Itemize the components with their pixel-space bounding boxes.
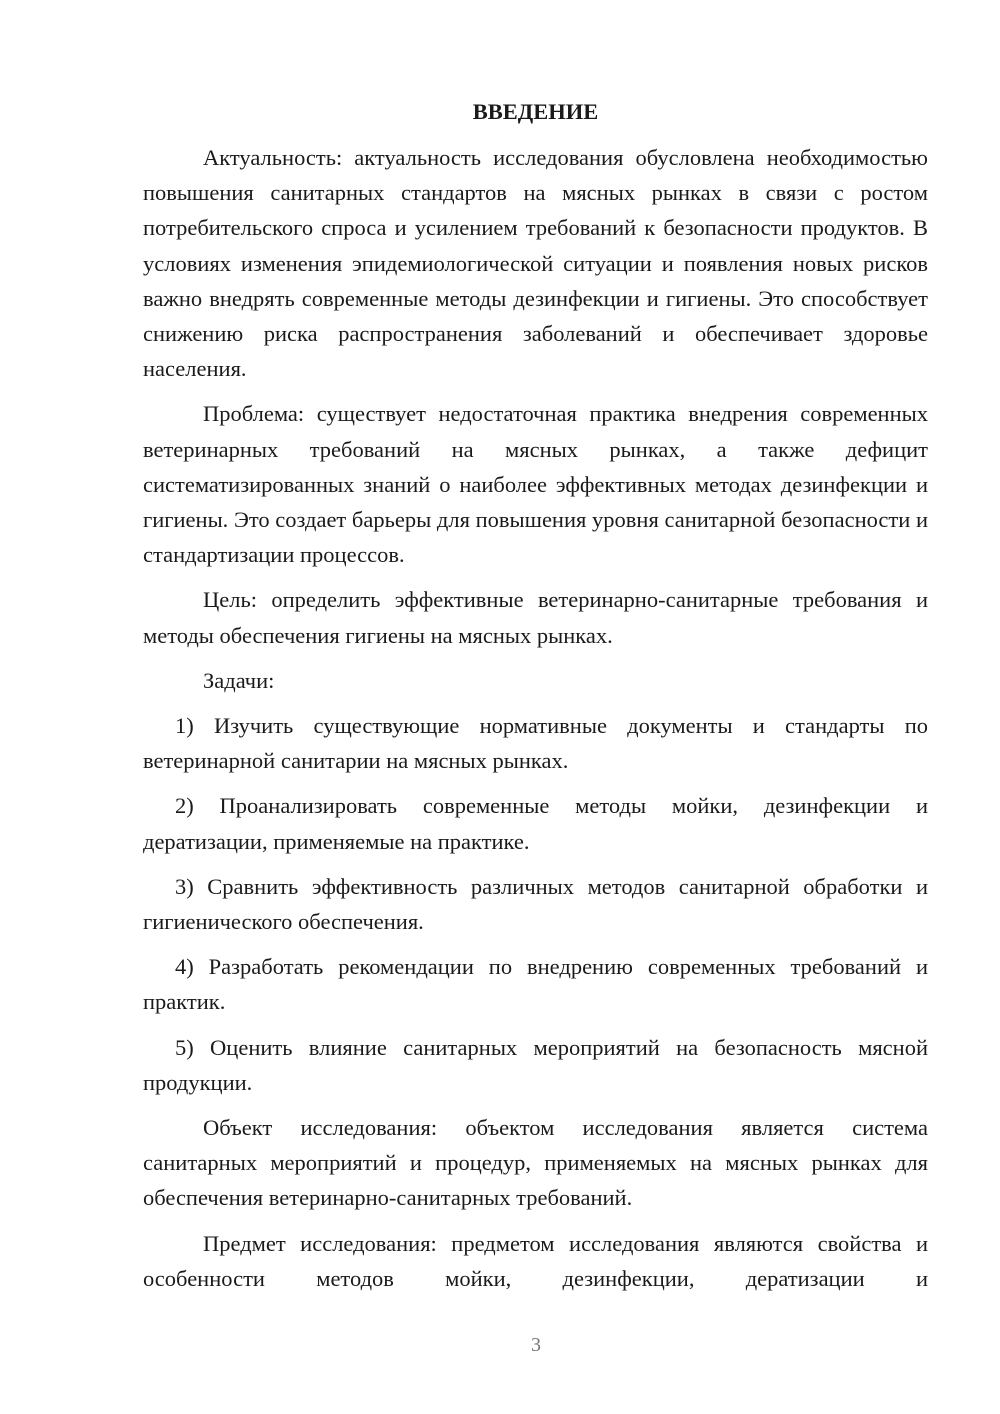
- task-item: 1) Изучить существующие нормативные документы и стандарты по ветеринарной санитарии на мясных рынках.: [143, 713, 928, 774]
- task-item: 5) Оценить влияние санитарных мероприятий на безопасность мясной продукции.: [143, 1034, 928, 1095]
- task-item: 2) Проанализировать современные методы мойки, дезинфекции и дератизации, применяемые на практике.: [143, 793, 928, 854]
- section-title: ВВЕДЕНИЕ: [472, 99, 599, 124]
- page-number: 3: [531, 1334, 541, 1356]
- paragraph-goal: Цель: определить эффективные ветеринарно-санитарные требования и методы обеспечения гигиены на мясных рынках.: [143, 587, 928, 648]
- page-content: [143, 96, 928, 1296]
- paragraph-object: Объект исследования: объектом исследования является система санитарных мероприятий и процедур, применяемых на мясных рынках для обеспечения ветеринарно-санитарных требований.: [143, 1115, 928, 1211]
- tasks-heading: Задачи:: [203, 667, 275, 693]
- paragraph-relevance: Актуальность: актуальность исследования обусловлена необходимостью повышения санитарных стандартов на мясных рынках в связи с ростом потребительского спроса и усилением требований к безопасности продуктов. В условиях изменения эпидемиологической ситуации и появления новых рисков важно внедрять современные методы дезинфекции и гигиены. Это способствует снижению риска распространения заболеваний и обеспечивает здоровье населения.: [143, 145, 928, 382]
- task-item: 3) Сравнить эффективность различных методов санитарной обработки и гигиенического обеспечения.: [143, 873, 928, 935]
- task-item: 4) Разработать рекомендации по внедрению современных требований и практик.: [143, 954, 928, 1015]
- paragraph-problem: Проблема: существует недостаточная практика внедрения современных ветеринарных требований на мясных рынках, а также дефицит систематизированных знаний о наиболее эффективных методах дезинфекции и гигиены. Это создает барьеры для повышения уровня санитарной безопасности и стандартизации процессов.: [143, 401, 928, 568]
- paragraph-subject: Предмет исследования: предметом исследования являются свойства и особенности методов мойки, дезинфекции, дератизации и: [143, 1230, 928, 1291]
